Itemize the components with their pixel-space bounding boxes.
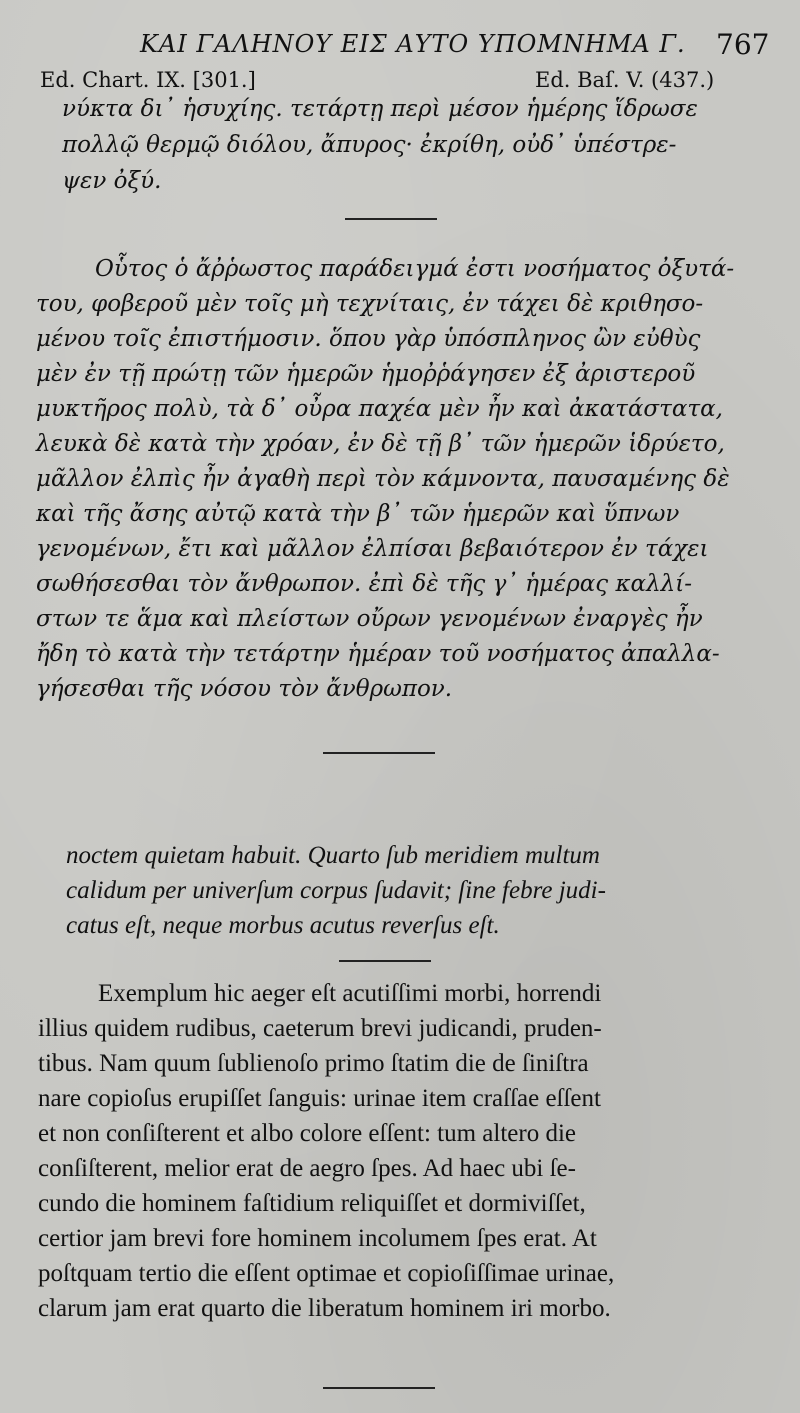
section-divider bbox=[323, 1387, 435, 1389]
text-line: μὲν ἐν τῇ πρώτῃ τῶν ἡμερῶν ἡμοῤῥάγησεν ἐξ ἀριστεροῦ bbox=[36, 361, 696, 387]
text-line: clarum jam erat quarto die liberatum hominem iri morbo. bbox=[38, 1295, 611, 1322]
text-line: noctem quietam habuit. Quarto ſub meridiem multum bbox=[66, 842, 600, 869]
text-line: ψεν ὀξύ. bbox=[62, 168, 162, 194]
text-line: calidum per univerſum corpus ſudavit; ſine febre judi- bbox=[66, 877, 606, 904]
text-line: στων τε ἅμα καὶ πλείστων οὔρων γενομένων ἐναργὲς ἦν bbox=[36, 606, 703, 632]
text-line: γήσεσθαι τῆς νόσου τὸν ἄνθρωπον. bbox=[36, 676, 453, 702]
edition-reference-left: Ed. Chart. IX. [301.] bbox=[40, 68, 256, 92]
text-line: ἤδη τὸ κατὰ τὴν τετάρτην ἡμέραν τοῦ νοσήματος ἀπαλλα- bbox=[36, 641, 720, 667]
text-line: του, φοβεροῦ μὲν τοῖς μὴ τεχνίταις, ἐν τάχει δὲ κριθησο- bbox=[36, 291, 704, 317]
running-head: ΚΑΙ ΓΑΛΗΝΟΥ ΕΙΣ ΑΥΤΟ ΥΠΟΜΝΗΜΑ Γ. bbox=[140, 30, 686, 58]
text-line: μᾶλλον ἐλπὶς ἦν ἀγαθὴ περὶ τὸν κάμνοντα, παυσαμένης δὲ bbox=[36, 466, 730, 492]
section-divider bbox=[323, 752, 435, 754]
section-divider bbox=[345, 218, 437, 220]
text-line: catus eſt, neque morbus acutus reverſus eſt. bbox=[66, 912, 500, 939]
text-line: poſtquam tertio die eſſent optimae et copioſiſſimae urinae, bbox=[38, 1260, 615, 1287]
text-line: illius quidem rudibus, caeterum brevi judicandi, pruden- bbox=[38, 1015, 602, 1042]
text-line: μένου τοῖς ἐπιστήμοσιν. ὅπου γὰρ ὑπόσπληνος ὢν εὐθὺς bbox=[36, 326, 701, 352]
text-line: μυκτῆρος πολὺ, τὰ δ᾽ οὖρα παχέα μὲν ἦν καὶ ἀκατάστατα, bbox=[36, 396, 723, 422]
text-line: σωθήσεσθαι τὸν ἄνθρωπον. ἐπὶ δὲ τῆς γ᾽ ἡμέρας καλλί- bbox=[36, 571, 693, 597]
text-line: cundo die hominem faſtidium reliquiſſet et dormiviſſet, bbox=[38, 1190, 586, 1217]
text-line: Exemplum hic aeger eſt acutiſſimi morbi, horrendi bbox=[98, 980, 602, 1007]
page-number: 767 bbox=[716, 28, 770, 61]
text-line: καὶ τῆς ἄσης αὐτῷ κατὰ τὴν β᾽ τῶν ἡμερῶν καὶ ὕπνων bbox=[36, 501, 680, 527]
text-line: πολλῷ θερμῷ διόλου, ἄπυρος· ἐκρίθη, οὐδ᾽ ὑπέστρε- bbox=[62, 132, 677, 158]
text-line: nare copioſus erupiſſet ſanguis: urinae item craſſae eſſent bbox=[38, 1085, 601, 1112]
text-line: et non conſiſterent et albo colore eſſent: tum altero die bbox=[38, 1120, 577, 1147]
text-line: λευκὰ δὲ κατὰ τὴν χρόαν, ἐν δὲ τῇ β᾽ τῶν ἡμερῶν ἱδρύετο, bbox=[36, 431, 725, 457]
text-line: νύκτα δι᾽ ἡσυχίης. τετάρτῃ περὶ μέσον ἡμέρης ἵδρωσε bbox=[62, 96, 698, 122]
edition-reference-right: Ed. Baſ. V. (437.) bbox=[535, 68, 715, 92]
text-line: certior jam brevi fore hominem incolumem ſpes erat. At bbox=[38, 1225, 597, 1252]
text-line: conſiſterent, melior erat de aegro ſpes. Ad haec ubi ſe- bbox=[38, 1155, 576, 1182]
section-divider bbox=[339, 960, 431, 962]
text-line: Οὗτος ὁ ἄῤῥωστος παράδειγμά ἐστι νοσήματος ὀξυτά- bbox=[95, 256, 735, 282]
text-line: γενομένων, ἔτι καὶ μᾶλλον ἐλπίσαι βεβαιότερον ἐν τάχει bbox=[36, 536, 709, 562]
text-line: tibus. Nam quum ſublienoſo primo ſtatim die de ſiniſtra bbox=[38, 1050, 589, 1077]
